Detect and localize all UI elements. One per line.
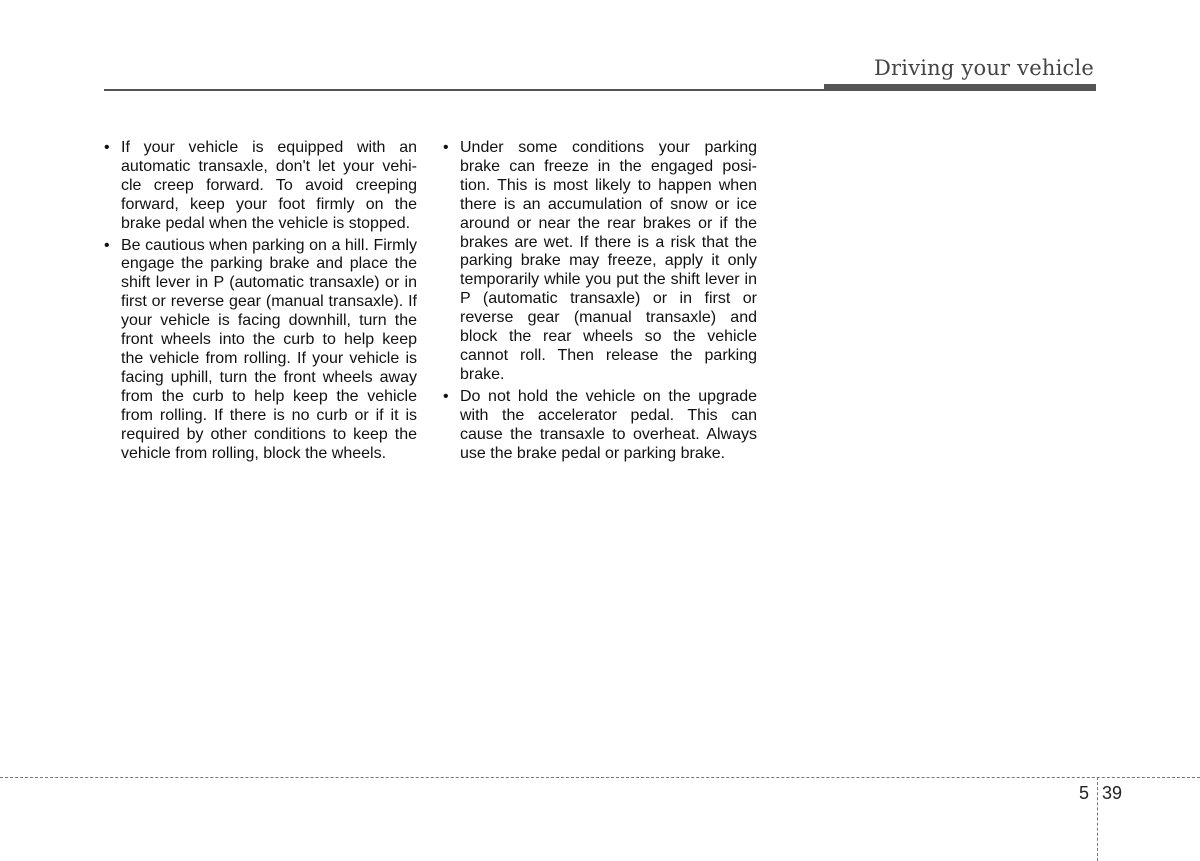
page-number: 39 (1102, 783, 1123, 803)
section-title: Driving your vehicle (874, 56, 1094, 80)
list-item-text: Be cautious when parking on a hill. Firmly engage the parking brake and place the shift lever in P (automatic transaxle) or in first or reverse gear (manual transaxle). If your vehicle is facing downhill, turn the front wheels into the curb to help keep the vehicle from rolling. If your vehicle is facing uphill, turn the front wheels away from the curb to help keep the vehicle from rolling. If there is no curb or if it is required by other conditions to keep the vehicle from rolling, block the wheels. (121, 236, 417, 462)
list-item (443, 139, 757, 385)
left-column (104, 139, 417, 466)
list-item-text: Under some conditions your parking brake can freeze in the engaged posi-tion. This is most likely to happen when there is an accumulation of snow or ice around or near the rear brakes or if the brakes are wet. If there is a risk that the parking brake may freeze, apply it only temporarily while you put the shift lever in P (automatic transaxle) or in first or reverse gear (manual transaxle) and block the rear wheels so the vehicle cannot roll. Then release the parking brake. (460, 139, 757, 383)
bullet-icon: • (104, 139, 110, 156)
left-bullet-list (104, 139, 417, 463)
list-item (104, 139, 417, 234)
bullet-icon: • (443, 387, 449, 405)
header-rule-thick (824, 84, 1096, 91)
chapter-number: 5 (1079, 783, 1090, 803)
list-item (104, 237, 417, 464)
right-bullet-list (443, 139, 757, 463)
footer-rule (0, 777, 1200, 778)
bullet-icon: • (104, 236, 110, 254)
right-column (443, 139, 757, 466)
list-item-text: If your vehicle is equipped with an automatic transaxle, don't let your vehi-cle creep forward. To avoid creeping forward, keep your foot firmly on the brake pedal when the vehicle is stopped. (121, 139, 417, 232)
list-item (443, 388, 757, 464)
header-rule-thin (104, 89, 824, 91)
list-item-text: Do not hold the vehicle on the upgrade with the accelerator pedal. This can cause the transaxle to overheat. Always use the brake pedal or parking brake. (460, 387, 757, 462)
footer-divider (1097, 777, 1098, 861)
bullet-icon: • (443, 139, 449, 156)
